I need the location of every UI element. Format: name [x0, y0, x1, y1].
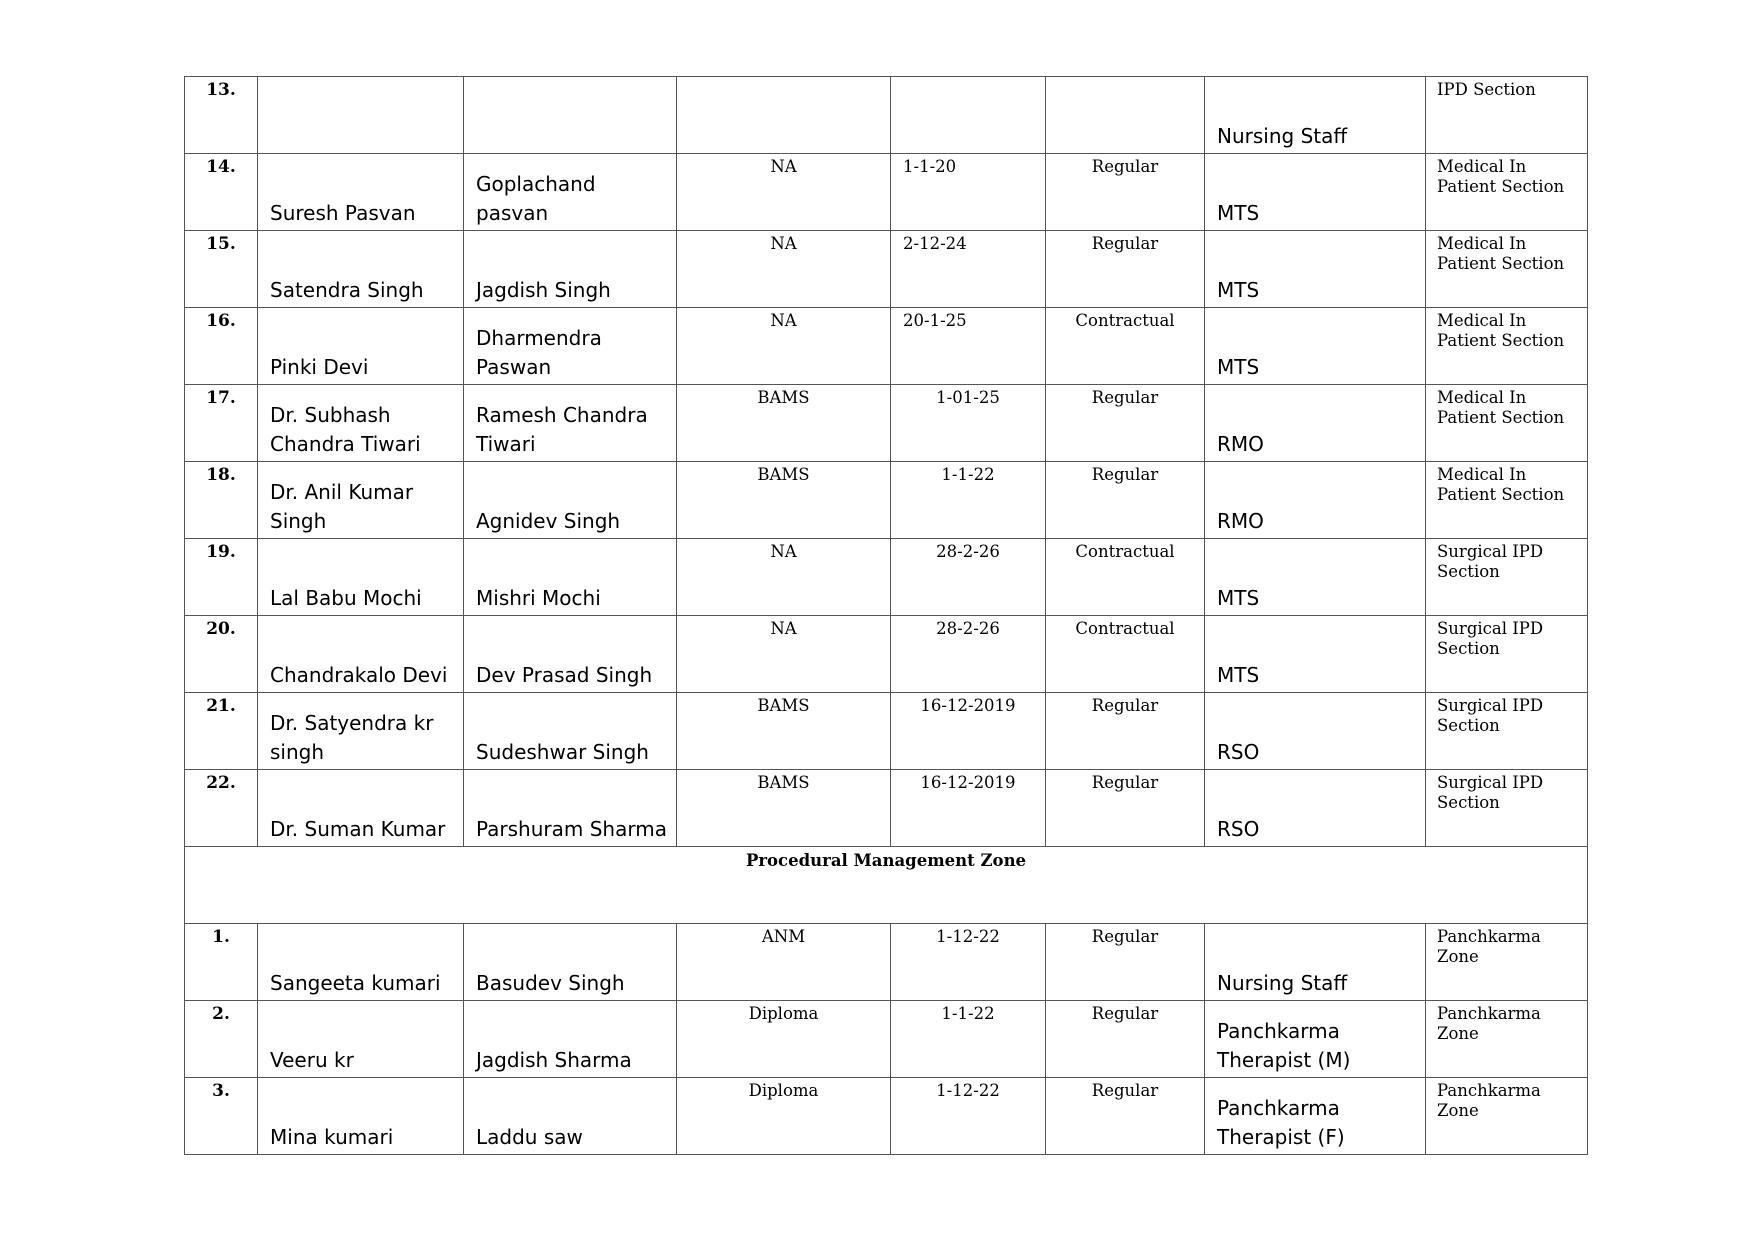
section-text: Surgical IPD Section	[1437, 696, 1544, 735]
section-cell	[1426, 308, 1588, 385]
staff-name-text: Dr. Suman Kumar	[270, 817, 446, 841]
staff-name-text: Chandrakalo Devi	[270, 663, 448, 687]
serial-number-text: 2.	[212, 1004, 230, 1024]
qualification-cell	[677, 231, 891, 308]
table-row	[185, 1078, 1588, 1155]
qualification-text	[677, 77, 890, 80]
staff-rows-part2	[185, 924, 1588, 1155]
staff-table	[184, 76, 1588, 1155]
employment-type-cell	[1046, 1078, 1205, 1155]
table-row	[185, 77, 1588, 154]
serial-number-text: 20.	[206, 619, 236, 639]
father-name-cell	[464, 308, 677, 385]
designation-cell	[1205, 1078, 1426, 1155]
father-name-text: Ramesh Chandra Tiwari	[476, 403, 648, 456]
employment-type-cell	[1046, 539, 1205, 616]
serial-number-text: 1.	[212, 927, 230, 947]
father-name-text: Mishri Mochi	[476, 586, 601, 610]
staff-name-text: Sangeeta kumari	[270, 971, 441, 995]
joining-date-text: 1-1-20	[903, 157, 957, 176]
joining-date-cell	[891, 539, 1046, 616]
designation-cell	[1205, 462, 1426, 539]
joining-date-cell	[891, 616, 1046, 693]
section-text: Medical In Patient Section	[1437, 157, 1565, 196]
joining-date-text: 16-12-2019	[920, 773, 1016, 792]
father-name-text: Agnidev Singh	[476, 509, 621, 533]
designation-text: Panchkarma Therapist (M)	[1217, 1019, 1351, 1072]
section-cell	[1426, 231, 1588, 308]
designation-text: Nursing Staff	[1217, 971, 1348, 995]
joining-date-text: 2-12-24	[903, 234, 967, 253]
designation-text: Panchkarma Therapist (F)	[1217, 1096, 1345, 1149]
section-text: Surgical IPD Section	[1437, 619, 1544, 658]
serial-number-text: 14.	[206, 157, 236, 177]
table-row	[185, 539, 1588, 616]
joining-date-text: 16-12-2019	[920, 696, 1016, 715]
father-name-cell	[464, 462, 677, 539]
qualification-text: NA	[770, 234, 797, 253]
staff-name-text: Dr. Anil Kumar Singh	[270, 480, 414, 533]
section-text: Surgical IPD Section	[1437, 773, 1544, 812]
qualification-text: NA	[770, 542, 797, 561]
employment-type-text: Regular	[1091, 1081, 1159, 1100]
serial-number-text: 15.	[206, 234, 236, 254]
father-name-cell	[464, 539, 677, 616]
father-name-cell	[464, 77, 677, 154]
employment-type-text: Regular	[1091, 234, 1159, 253]
staff-name-cell	[258, 693, 464, 770]
father-name-text: Jagdish Singh	[476, 278, 611, 302]
staff-name-cell	[258, 924, 464, 1001]
employment-type-text: Contractual	[1075, 542, 1175, 561]
section-cell	[1426, 539, 1588, 616]
section-text: Medical In Patient Section	[1437, 465, 1565, 504]
joining-date-cell	[891, 1078, 1046, 1155]
section-cell	[1426, 385, 1588, 462]
section-cell	[1426, 154, 1588, 231]
table-row	[185, 693, 1588, 770]
qualification-text: Diploma	[748, 1004, 819, 1023]
father-name-text: Laddu saw	[476, 1125, 583, 1149]
qualification-text: BAMS	[757, 696, 810, 715]
serial-number-text: 17.	[206, 388, 236, 408]
staff-name-text: Dr. Satyendra kr singh	[270, 711, 434, 764]
qualification-cell	[677, 1001, 891, 1078]
zone-heading-row	[185, 847, 1588, 924]
staff-name-cell	[258, 385, 464, 462]
qualification-text: BAMS	[757, 388, 810, 407]
table-row	[185, 154, 1588, 231]
serial-number-cell	[185, 924, 258, 1001]
father-name-cell	[464, 924, 677, 1001]
qualification-cell	[677, 308, 891, 385]
designation-text: RMO	[1217, 509, 1264, 533]
serial-number-cell	[185, 616, 258, 693]
section-text: Surgical IPD Section	[1437, 542, 1544, 581]
father-name-text: Basudev Singh	[476, 971, 625, 995]
staff-name-text: Lal Babu Mochi	[270, 586, 422, 610]
employment-type-cell	[1046, 154, 1205, 231]
employment-type-cell	[1046, 385, 1205, 462]
qualification-cell	[677, 385, 891, 462]
designation-text: MTS	[1217, 278, 1260, 302]
serial-number-cell	[185, 539, 258, 616]
qualification-cell	[677, 77, 891, 154]
joining-date-cell	[891, 924, 1046, 1001]
designation-cell	[1205, 924, 1426, 1001]
qualification-text: NA	[770, 619, 797, 638]
staff-name-cell	[258, 77, 464, 154]
staff-name-cell	[258, 539, 464, 616]
section-cell	[1426, 1001, 1588, 1078]
serial-number-cell	[185, 1078, 258, 1155]
serial-number-cell	[185, 1001, 258, 1078]
serial-number-text: 13.	[206, 80, 236, 100]
qualification-text: Diploma	[748, 1081, 819, 1100]
joining-date-text	[891, 77, 1045, 80]
joining-date-cell	[891, 77, 1046, 154]
father-name-cell	[464, 231, 677, 308]
qualification-text: ANM	[761, 927, 806, 946]
qualification-cell	[677, 924, 891, 1001]
serial-number-cell	[185, 770, 258, 847]
qualification-text: NA	[770, 311, 797, 330]
father-name-cell	[464, 770, 677, 847]
joining-date-cell	[891, 154, 1046, 231]
serial-number-text: 16.	[206, 311, 236, 331]
father-name-text: Dev Prasad Singh	[476, 663, 653, 687]
joining-date-cell	[891, 231, 1046, 308]
joining-date-text: 28-2-26	[936, 542, 1000, 561]
designation-cell	[1205, 770, 1426, 847]
serial-number-cell	[185, 308, 258, 385]
section-cell	[1426, 924, 1588, 1001]
zone-heading-cell	[185, 847, 1588, 924]
staff-name-cell	[258, 1078, 464, 1155]
father-name-cell	[464, 1001, 677, 1078]
staff-name-cell	[258, 462, 464, 539]
father-name-cell	[464, 385, 677, 462]
serial-number-text: 22.	[206, 773, 236, 793]
zone-heading: Procedural Management Zone	[745, 851, 1027, 870]
staff-name-text: Suresh Pasvan	[270, 201, 416, 225]
table-row	[185, 308, 1588, 385]
staff-name-cell	[258, 231, 464, 308]
qualification-cell	[677, 770, 891, 847]
qualification-cell	[677, 462, 891, 539]
joining-date-text: 1-12-22	[936, 927, 1000, 946]
employment-type-cell	[1046, 616, 1205, 693]
qualification-text: BAMS	[757, 465, 810, 484]
section-cell	[1426, 770, 1588, 847]
designation-cell	[1205, 1001, 1426, 1078]
father-name-text: Parshuram Sharma	[476, 817, 667, 841]
designation-cell	[1205, 77, 1426, 154]
joining-date-cell	[891, 1001, 1046, 1078]
serial-number-cell	[185, 231, 258, 308]
employment-type-text: Regular	[1091, 465, 1159, 484]
designation-cell	[1205, 693, 1426, 770]
qualification-cell	[677, 154, 891, 231]
serial-number-cell	[185, 77, 258, 154]
father-name-cell	[464, 1078, 677, 1155]
staff-name-text: Mina kumari	[270, 1125, 394, 1149]
staff-name-text: Dr. Subhash Chandra Tiwari	[270, 403, 421, 456]
table-row	[185, 924, 1588, 1001]
employment-type-text: Regular	[1091, 696, 1159, 715]
employment-type-text: Contractual	[1075, 311, 1175, 330]
employment-type-cell	[1046, 308, 1205, 385]
serial-number-text: 18.	[206, 465, 236, 485]
joining-date-cell	[891, 462, 1046, 539]
designation-text: RMO	[1217, 432, 1264, 456]
qualification-cell	[677, 539, 891, 616]
designation-text: RSO	[1217, 740, 1260, 764]
staff-name-text: Satendra Singh	[270, 278, 424, 302]
table-row	[185, 231, 1588, 308]
qualification-cell	[677, 1078, 891, 1155]
employment-type-cell	[1046, 770, 1205, 847]
employment-type-cell	[1046, 462, 1205, 539]
employment-type-text	[1046, 77, 1204, 80]
table-row	[185, 616, 1588, 693]
father-name-text: Jagdish Sharma	[476, 1048, 632, 1072]
table-row	[185, 1001, 1588, 1078]
qualification-text: BAMS	[757, 773, 810, 792]
father-name-cell	[464, 616, 677, 693]
staff-name-cell	[258, 1001, 464, 1078]
employment-type-text: Regular	[1091, 773, 1159, 792]
joining-date-text: 1-01-25	[936, 388, 1000, 407]
serial-number-cell	[185, 693, 258, 770]
staff-name-text: Pinki Devi	[270, 355, 369, 379]
designation-text: MTS	[1217, 201, 1260, 225]
serial-number-text: 21.	[206, 696, 236, 716]
designation-cell	[1205, 154, 1426, 231]
joining-date-cell	[891, 308, 1046, 385]
designation-text: MTS	[1217, 663, 1260, 687]
serial-number-cell	[185, 462, 258, 539]
serial-number-cell	[185, 154, 258, 231]
designation-cell	[1205, 385, 1426, 462]
serial-number-text: 3.	[212, 1081, 230, 1101]
joining-date-text: 1-12-22	[936, 1081, 1000, 1100]
joining-date-text: 20-1-25	[903, 311, 967, 330]
section-cell	[1426, 693, 1588, 770]
qualification-cell	[677, 616, 891, 693]
employment-type-text: Regular	[1091, 927, 1159, 946]
designation-cell	[1205, 616, 1426, 693]
staff-name-cell	[258, 308, 464, 385]
designation-cell	[1205, 308, 1426, 385]
qualification-cell	[677, 693, 891, 770]
designation-text: MTS	[1217, 355, 1260, 379]
staff-name-text: Veeru kr	[270, 1048, 354, 1072]
staff-rows-part1	[185, 77, 1588, 847]
joining-date-cell	[891, 385, 1046, 462]
section-text: Panchkarma Zone	[1437, 1004, 1541, 1043]
serial-number-cell	[185, 385, 258, 462]
designation-cell	[1205, 231, 1426, 308]
joining-date-text: 1-1-22	[941, 1004, 995, 1023]
father-name-cell	[464, 693, 677, 770]
employment-type-cell	[1046, 693, 1205, 770]
employment-type-text: Regular	[1091, 1004, 1159, 1023]
designation-text: RSO	[1217, 817, 1260, 841]
section-text: Medical In Patient Section	[1437, 388, 1565, 427]
employment-type-cell	[1046, 924, 1205, 1001]
joining-date-text: 1-1-22	[941, 465, 995, 484]
designation-text: MTS	[1217, 586, 1260, 610]
zone-heading-row-group	[185, 847, 1588, 924]
father-name-text: Dharmendra Paswan	[476, 326, 602, 379]
employment-type-cell	[1046, 77, 1205, 154]
joining-date-cell	[891, 693, 1046, 770]
employment-type-text: Regular	[1091, 388, 1159, 407]
section-cell	[1426, 462, 1588, 539]
father-name-cell	[464, 154, 677, 231]
section-text: Medical In Patient Section	[1437, 311, 1565, 350]
section-cell	[1426, 1078, 1588, 1155]
father-name-text: Sudeshwar Singh	[476, 740, 649, 764]
table-row	[185, 385, 1588, 462]
table-row	[185, 770, 1588, 847]
joining-date-text: 28-2-26	[936, 619, 1000, 638]
section-cell	[1426, 616, 1588, 693]
employment-type-text: Regular	[1091, 157, 1159, 176]
serial-number-text: 19.	[206, 542, 236, 562]
section-text: Medical In Patient Section	[1437, 234, 1565, 273]
staff-name-cell	[258, 770, 464, 847]
staff-name-cell	[258, 154, 464, 231]
staff-name-cell	[258, 616, 464, 693]
employment-type-text: Contractual	[1075, 619, 1175, 638]
table-row	[185, 462, 1588, 539]
qualification-text: NA	[770, 157, 797, 176]
section-text: Panchkarma Zone	[1437, 927, 1541, 966]
section-cell	[1426, 77, 1588, 154]
section-text: IPD Section	[1437, 80, 1536, 99]
father-name-text: Goplachand pasvan	[476, 172, 596, 225]
section-text: Panchkarma Zone	[1437, 1081, 1541, 1120]
employment-type-cell	[1046, 1001, 1205, 1078]
employment-type-cell	[1046, 231, 1205, 308]
designation-cell	[1205, 539, 1426, 616]
designation-text: Nursing Staff	[1217, 124, 1348, 148]
joining-date-cell	[891, 770, 1046, 847]
